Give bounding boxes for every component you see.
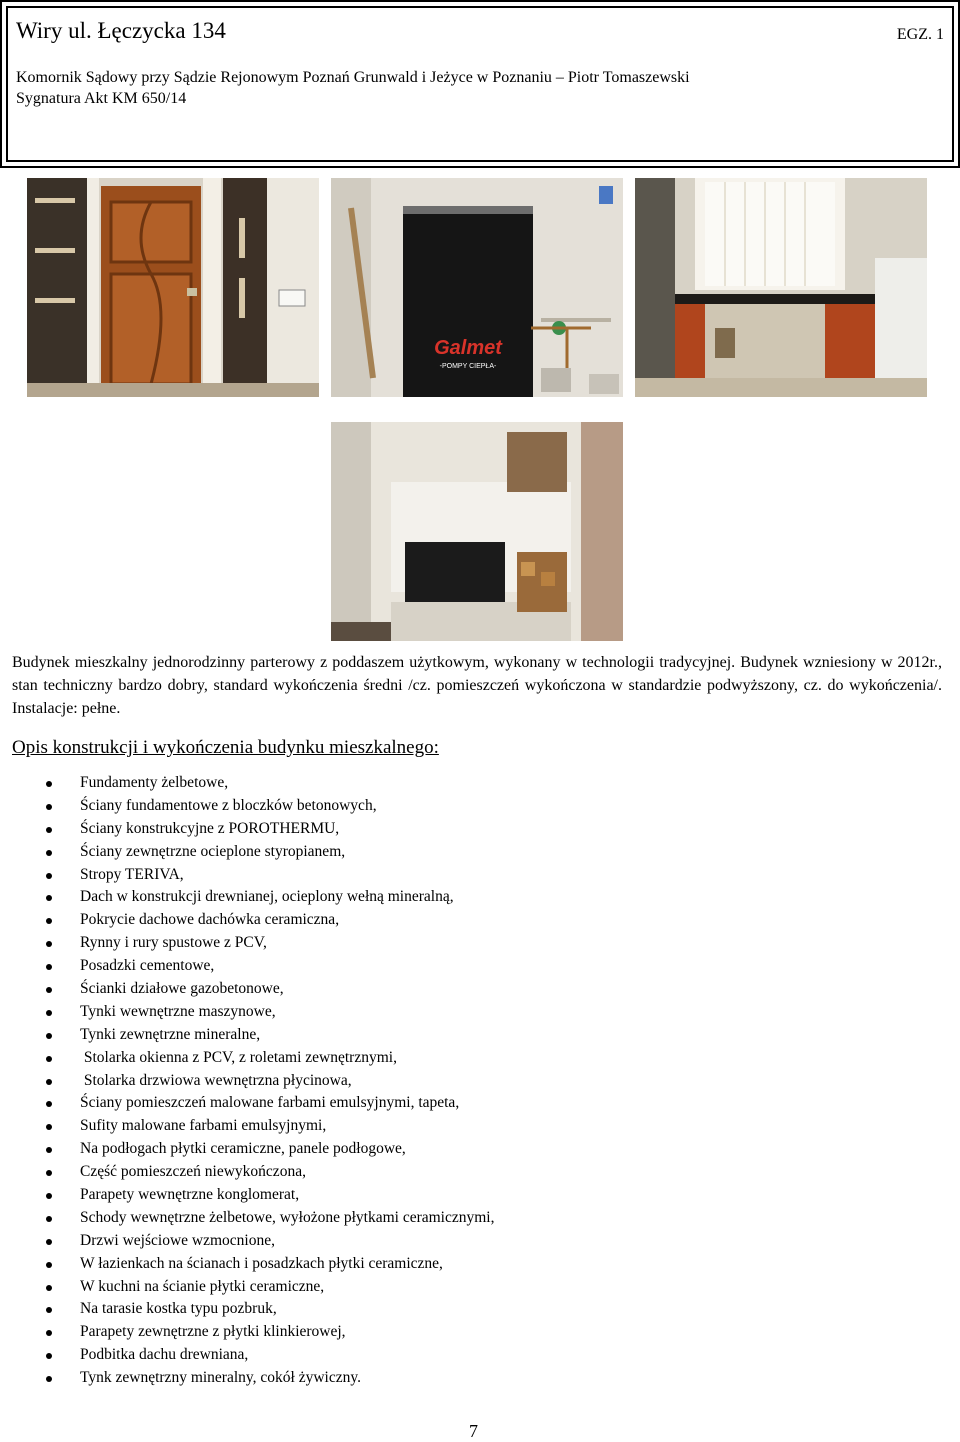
header-inner-frame	[6, 6, 954, 162]
list-item: Schody wewnętrzne żelbetowe, wyłożone płytkami ceramicznymi,	[0, 1207, 494, 1230]
bullet-icon	[46, 918, 52, 924]
office-name: Komornik Sądowy przy Sądzie Rejonowym Poznań Grunwald i Jeżyce w Poznaniu – Piotr Tomaszewski	[16, 69, 690, 86]
bullet-icon	[46, 873, 52, 879]
list-item: W łazienkach na ścianach i posadzkach płytki ceramiczne,	[0, 1253, 494, 1276]
bullet-icon	[46, 1079, 52, 1085]
list-item: Część pomieszczeń niewykończona,	[0, 1161, 494, 1184]
construction-list	[0, 772, 494, 1390]
building-description: Budynek mieszkalny jednorodzinny parterowy z poddaszem użytkowym, wykonany w technologii tradycyjnej. Budynek wzniesiony w 2012r., stan techniczny bardzo dobry, standard wykończenia średni /cz. pomieszczeń wykończona w standardzie podwyższony, cz. do wykończenia/. Instalacje: pełne.	[12, 654, 942, 717]
heat-pump-sub: -POMPY CIEPŁA-	[439, 363, 497, 370]
bullet-icon	[46, 1010, 52, 1016]
list-item: Podbitka dachu drewniana,	[0, 1344, 494, 1367]
case-number: Sygnatura Akt KM 650/14	[16, 90, 187, 107]
photo-entrance-door	[27, 178, 319, 397]
list-item: Rynny i rury spustowe z PCV,	[0, 932, 494, 955]
list-item: Tynki wewnętrzne maszynowe,	[0, 1001, 494, 1024]
bullet-icon	[46, 1353, 52, 1359]
list-item: Posadzki cementowe,	[0, 955, 494, 978]
bullet-icon	[46, 1307, 52, 1313]
list-item: Stolarka okienna z PCV, z roletami zewnętrznymi,	[0, 1047, 494, 1070]
list-item: W kuchni na ścianie płytki ceramiczne,	[0, 1276, 494, 1299]
copy-number: EGZ. 1	[896, 26, 944, 43]
bullet-icon	[46, 987, 52, 993]
bullet-icon	[46, 1101, 52, 1107]
bullet-icon	[46, 804, 52, 810]
bullet-icon	[46, 1285, 52, 1291]
list-item: Na podłogach płytki ceramiczne, panele podłogowe,	[0, 1138, 494, 1161]
section-heading: Opis konstrukcji i wykończenia budynku mieszkalnego:	[12, 737, 439, 758]
list-item: Tynki zewnętrzne mineralne,	[0, 1024, 494, 1047]
bullet-icon	[46, 850, 52, 856]
bullet-icon	[46, 1124, 52, 1130]
photo-heat-pump	[331, 178, 623, 397]
bullet-icon	[46, 1376, 52, 1382]
list-item: Tynk zewnętrzny mineralny, cokół żywiczny.	[0, 1367, 494, 1390]
photo-fireplace	[331, 422, 623, 641]
bullet-icon	[46, 1147, 52, 1153]
list-item: Dach w konstrukcji drewnianej, ocieplony wełną mineralną,	[0, 886, 494, 909]
photo-kitchen	[635, 178, 927, 397]
list-item: Ścianki działowe gazobetonowe,	[0, 978, 494, 1001]
bullet-icon	[46, 964, 52, 970]
bullet-icon	[46, 1239, 52, 1245]
list-item: Ściany pomieszczeń malowane farbami emulsyjnymi, tapeta,	[0, 1092, 494, 1115]
bullet-icon	[46, 1193, 52, 1199]
bullet-icon	[46, 1262, 52, 1268]
list-item: Parapety zewnętrzne z płytki klinkierowej,	[0, 1321, 494, 1344]
list-item: Fundamenty żelbetowe,	[0, 772, 494, 795]
list-item: Sufity malowane farbami emulsyjnymi,	[0, 1115, 494, 1138]
page-number: 7	[469, 1421, 478, 1441]
bullet-icon	[46, 781, 52, 787]
list-item: Ściany konstrukcyjne z POROTHERMU,	[0, 818, 494, 841]
list-item: Na tarasie kostka typu pozbruk,	[0, 1298, 494, 1321]
bullet-icon	[46, 1216, 52, 1222]
bullet-icon	[46, 941, 52, 947]
heat-pump-brand: Galmet	[434, 337, 502, 359]
bullet-icon	[46, 1056, 52, 1062]
list-item: Parapety wewnętrzne konglomerat,	[0, 1184, 494, 1207]
header-frame	[0, 0, 960, 168]
bullet-icon	[46, 1170, 52, 1176]
page-title: Wiry ul. Łęczycka 134	[16, 18, 226, 43]
bullet-icon	[46, 895, 52, 901]
list-item: Ściany zewnętrzne ocieplone styropianem,	[0, 841, 494, 864]
list-item: Ściany fundamentowe z bloczków betonowych,	[0, 795, 494, 818]
list-item: Stolarka drzwiowa wewnętrzna płycinowa,	[0, 1070, 494, 1093]
bullet-icon	[46, 1033, 52, 1039]
bullet-icon	[46, 827, 52, 833]
bullet-icon	[46, 1330, 52, 1336]
list-item: Pokrycie dachowe dachówka ceramiczna,	[0, 909, 494, 932]
list-item: Stropy TERIVA,	[0, 864, 494, 887]
list-item: Drzwi wejściowe wzmocnione,	[0, 1230, 494, 1253]
